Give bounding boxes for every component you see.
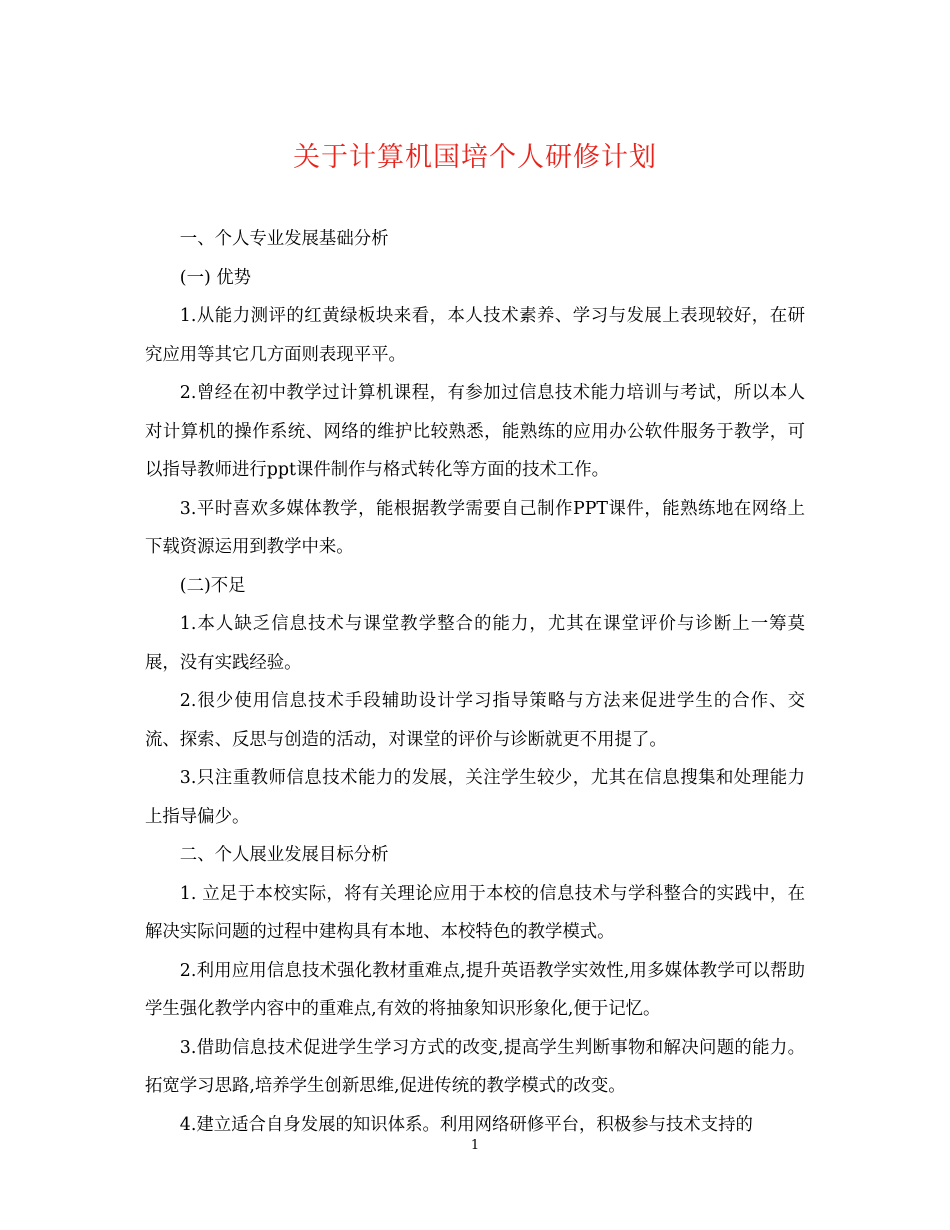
weakness-item-3: 3.只注重教师信息技术能力的发展，关注学生较少，尤其在信息搜集和处理能力上指导偏少。 — [145, 768, 805, 827]
goal-item-3: 3.借助信息技术促进学生学习方式的改变,提高学生判断事物和解决问题的能力。拓宽学习思路,培养学生创新思维,促进传统的教学模式的改变。 — [145, 1037, 805, 1096]
heading-section-1: 一、个人专业发展基础分析 — [179, 229, 389, 249]
subheading-weaknesses: (二)不足 — [179, 575, 246, 596]
heading-section-2: 二、个人展业发展目标分析 — [179, 845, 389, 865]
page-number: 1 — [470, 1138, 480, 1153]
strength-item-1: 1.从能力测评的红黄绿板块来看，本人技术素养、学习与发展上表现较好，在研究应用等其它几方面则表现平平。 — [145, 306, 805, 365]
weakness-item-2: 2.很少使用信息技术手段辅助设计学习指导策略与方法来促进学生的合作、交流、探索、反思与创造的活动，对课堂的评价与诊断就更不用提了。 — [145, 691, 805, 750]
goal-item-4: 4.建立适合自身发展的知识体系。利用网络研修平台，积极参与技术支持的 — [179, 1114, 753, 1135]
goal-item-2: 2.利用应用信息技术强化教材重难点,提升英语教学实效性,用多媒体教学可以帮助学生强化教学内容中的重难点,有效的将抽象知识形象化,便于记忆。 — [145, 960, 805, 1019]
document-body — [145, 220, 805, 1144]
subheading-strengths: (一) 优势 — [179, 267, 252, 288]
document-title: 关于计算机国培个人研修计划 — [293, 142, 657, 173]
strength-item-2: 2.曾经在初中教学过计算机课程，有参加过信息技术能力培训与考试，所以本人对计算机的操作系统、网络的维护比较熟悉，能熟练的应用办公软件服务于教学，可以指导教师进行ppt课件制作与格式转化等方面的技术工作。 — [145, 383, 805, 480]
weakness-item-1: 1.本人缺乏信息技术与课堂教学整合的能力，尤其在课堂评价与诊断上一筹莫展，没有实践经验。 — [145, 614, 805, 673]
strength-item-3: 3.平时喜欢多媒体教学，能根据教学需要自己制作PPT课件，能熟练地在网络上下载资源运用到教学中来。 — [145, 498, 805, 557]
goal-item-1: 1. 立足于本校实际，将有关理论应用于本校的信息技术与学科整合的实践中，在解决实际问题的过程中建构具有本地、本校特色的教学模式。 — [145, 883, 805, 942]
